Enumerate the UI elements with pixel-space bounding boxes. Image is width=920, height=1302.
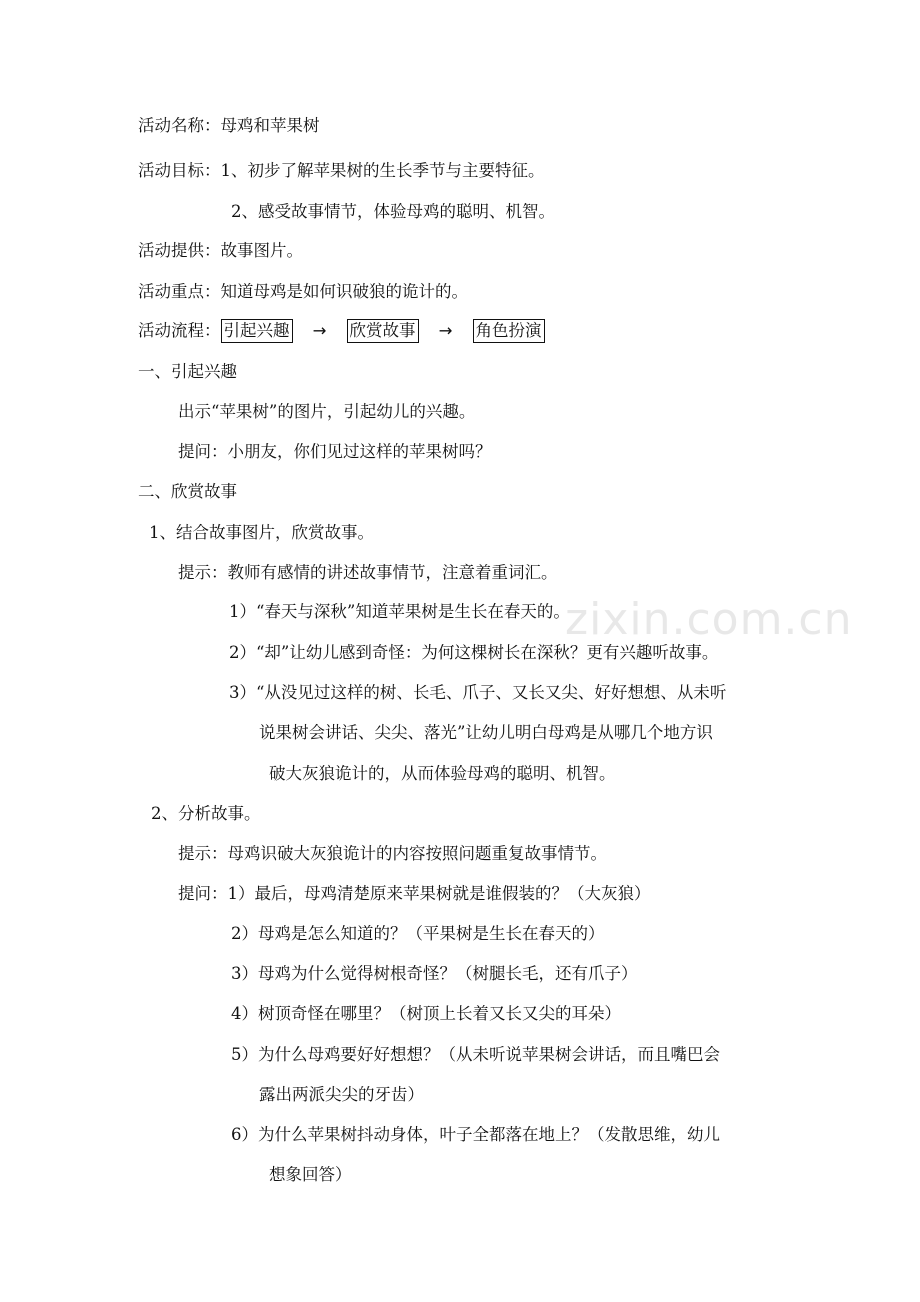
activity-flow-line bbox=[138, 319, 545, 343]
watermark: zixin.com.cn bbox=[565, 594, 853, 645]
activity-name-value: 母鸡和苹果树 bbox=[220, 116, 320, 135]
story-item-2: 2）“却”让幼儿感到奇怪：为何这棵树长在深秋？更有兴趣听故事。 bbox=[229, 643, 719, 662]
section-2-hint-2: 提示：母鸡识破大灰狼诡计的内容按照问题重复故事情节。 bbox=[178, 844, 607, 863]
section-1-paragraph-2: 提问：小朋友，你们见过这样的苹果树吗？ bbox=[178, 442, 492, 461]
section-2-sub-1: 1、结合故事图片，欣赏故事。 bbox=[149, 523, 374, 542]
activity-goal-label: 活动目标： bbox=[138, 161, 221, 180]
flow-step-3: 角色扮演 bbox=[473, 319, 545, 343]
question-6-line-2: 想象回答） bbox=[269, 1165, 352, 1184]
activity-provide-label: 活动提供： bbox=[138, 241, 221, 260]
activity-focus-label: 活动重点： bbox=[138, 282, 221, 301]
story-item-3-line-2: 说果树会讲话、尖尖、落光”让幼儿明白母鸡是从哪几个地方识 bbox=[259, 723, 713, 742]
section-1-title: 一、引起兴趣 bbox=[138, 362, 237, 381]
question-2: 2）母鸡是怎么知道的？（平果树是生长在春天的） bbox=[231, 924, 605, 943]
activity-provide-value: 故事图片。 bbox=[220, 241, 303, 260]
question-5-line-1: 5）为什么母鸡要好好想想？（从未听说苹果树会讲话，而且嘴巴会 bbox=[231, 1045, 720, 1064]
story-item-3-line-1: 3）“从没见过这样的树、长毛、爪子、又长又尖、好好想想、从未听 bbox=[229, 683, 727, 702]
question-3: 3）母鸡为什么觉得树根奇怪？（树腿长毛，还有爪子） bbox=[231, 964, 638, 983]
ask-label: 提问： bbox=[178, 884, 228, 903]
activity-name-label: 活动名称： bbox=[138, 116, 221, 135]
section-2-sub-2: 2、分析故事。 bbox=[151, 804, 261, 823]
activity-flow-label: 活动流程： bbox=[138, 321, 221, 340]
activity-focus-line bbox=[138, 280, 468, 304]
flow-step-2: 欣赏故事 bbox=[347, 319, 419, 343]
section-2-hint-1: 提示：教师有感情的讲述故事情节，注意着重词汇。 bbox=[178, 563, 558, 582]
activity-goal-1: 1、初步了解苹果树的生长季节与主要特征。 bbox=[220, 161, 545, 180]
activity-goal-2: 2、感受故事情节，体验母鸡的聪明、机智。 bbox=[231, 202, 555, 221]
section-1-paragraph-1: 出示“苹果树”的图片，引起幼儿的兴趣。 bbox=[178, 402, 476, 421]
story-item-1: 1）“春天与深秋”知道苹果树是生长在春天的。 bbox=[229, 602, 570, 621]
section-2-title: 二、欣赏故事 bbox=[138, 482, 237, 501]
flow-arrow-1: → bbox=[312, 321, 327, 340]
question-1: 1）最后，母鸡清楚原来苹果树就是谁假装的？（大灰狼） bbox=[227, 884, 651, 903]
activity-provide-line bbox=[138, 239, 303, 263]
question-1-line bbox=[178, 882, 651, 906]
flow-arrow-2: → bbox=[438, 321, 453, 340]
question-5-line-2: 露出两派尖尖的牙齿） bbox=[259, 1085, 424, 1104]
flow-step-1: 引起兴趣 bbox=[221, 319, 293, 343]
activity-name-line bbox=[138, 114, 320, 138]
question-4: 4）树顶奇怪在哪里？（树顶上长着又长又尖的耳朵） bbox=[231, 1004, 621, 1023]
story-item-3-line-3: 破大灰狼诡计的，从而体验母鸡的聪明、机智。 bbox=[269, 764, 616, 783]
question-6-line-1: 6）为什么苹果树抖动身体，叶子全都落在地上？（发散思维，幼儿 bbox=[231, 1125, 720, 1144]
activity-goal-line bbox=[138, 159, 545, 183]
activity-focus-value: 知道母鸡是如何识破狼的诡计的。 bbox=[220, 282, 468, 301]
